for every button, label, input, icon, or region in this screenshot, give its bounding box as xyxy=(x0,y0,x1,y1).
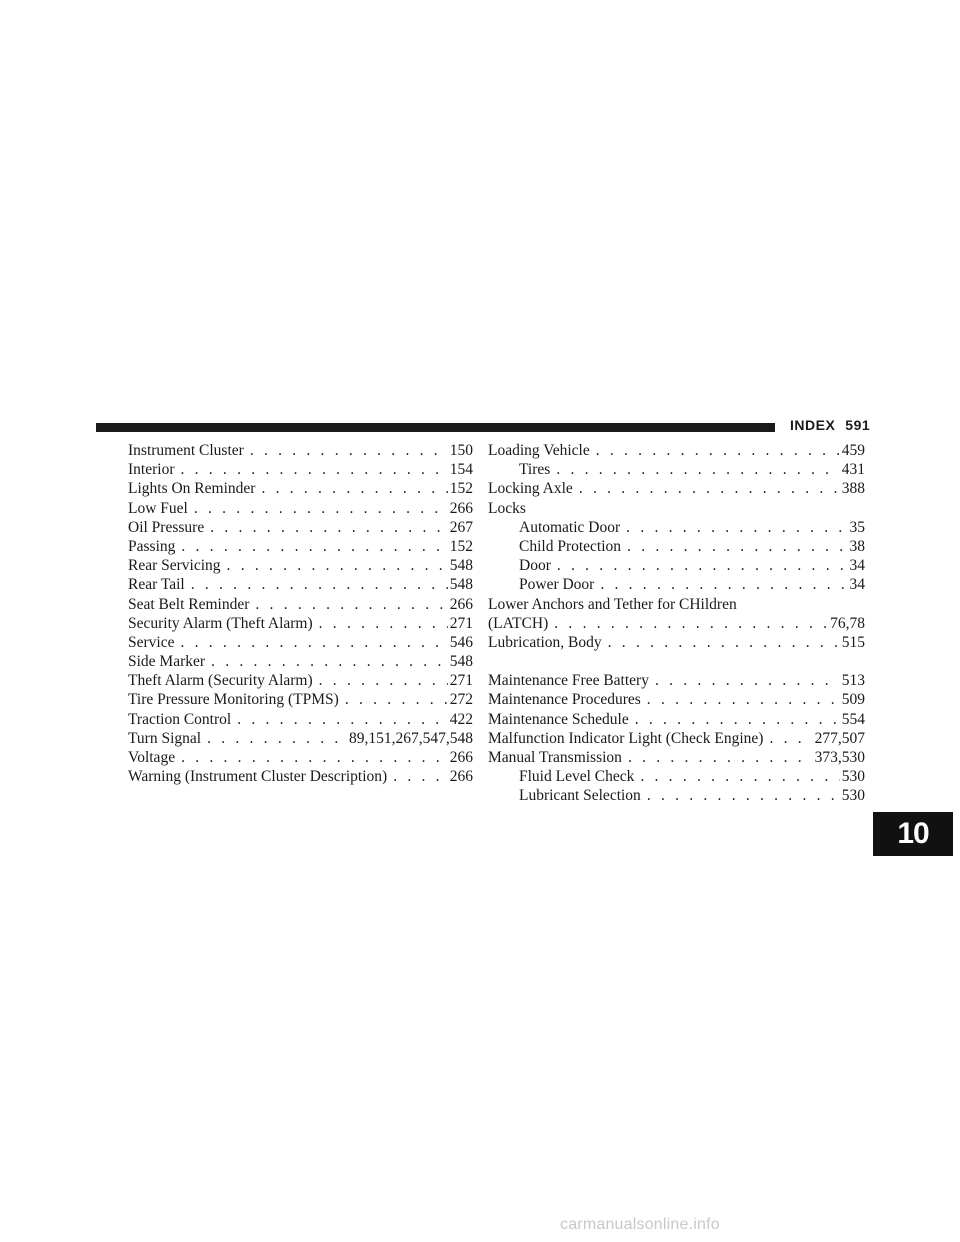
index-subentry: Tires . . . 431 xyxy=(488,460,865,479)
header-page-number: 591 xyxy=(845,417,871,433)
index-entry: Voltage . . . 266 xyxy=(128,748,473,767)
index-subentry: Fluid Level Check . . . 530 xyxy=(488,767,865,786)
index-entry: Turn Signal . . . 89,151,267,547,548 xyxy=(128,729,473,748)
index-entry: Rear Servicing . . . 548 xyxy=(128,556,473,575)
watermark: carmanualsonline.info xyxy=(560,1216,720,1233)
index-spacer xyxy=(488,652,865,671)
index-subentry: Automatic Door . . . 35 xyxy=(488,518,865,537)
index-column-right xyxy=(488,441,865,806)
index-entry: Warning (Instrument Cluster Description) . . . 266 xyxy=(128,767,473,786)
index-entry: Passing . . . 152 xyxy=(128,537,473,556)
index-entry: Lubrication, Body . . . 515 xyxy=(488,633,865,652)
index-entry: Security Alarm (Theft Alarm) . . . 271 xyxy=(128,614,473,633)
index-entry: Low Fuel . . . 266 xyxy=(128,499,473,518)
index-entry: Malfunction Indicator Light (Check Engine) . . . 277,507 xyxy=(488,729,865,748)
header-section: INDEX xyxy=(790,417,836,433)
index-subentry: Power Door . . . 34 xyxy=(488,575,865,594)
index-entry: Oil Pressure . . . 267 xyxy=(128,518,473,537)
index-entry: Maintenance Free Battery . . . 513 xyxy=(488,671,865,690)
index-entry: Interior . . . 154 xyxy=(128,460,473,479)
index-entry: Rear Tail . . . 548 xyxy=(128,575,473,594)
index-subentry: Lubricant Selection . . . 530 xyxy=(488,786,865,805)
index-subentry: Door . . . 34 xyxy=(488,556,865,575)
index-entry: Theft Alarm (Security Alarm) . . . 271 xyxy=(128,671,473,690)
index-entry: Side Marker . . . 548 xyxy=(128,652,473,671)
index-entry: Loading Vehicle . . . 459 xyxy=(488,441,865,460)
running-header xyxy=(790,417,870,433)
index-column-left xyxy=(128,441,473,786)
index-entry: Maintenance Schedule . . . 554 xyxy=(488,710,865,729)
index-entry: (LATCH) . . . 76,78 xyxy=(488,614,865,633)
index-entry: Service . . . 546 xyxy=(128,633,473,652)
chapter-tab: 10 xyxy=(873,812,953,856)
index-entry: Manual Transmission . . . 373,530 xyxy=(488,748,865,767)
index-entry: Seat Belt Reminder . . . 266 xyxy=(128,595,473,614)
index-entry: Tire Pressure Monitoring (TPMS) . . . 272 xyxy=(128,690,473,709)
index-entry: Lights On Reminder . . . 152 xyxy=(128,479,473,498)
index-heading: Locks xyxy=(488,499,526,517)
index-heading: Lower Anchors and Tether for CHildren xyxy=(488,595,737,613)
index-entry: Traction Control . . . 422 xyxy=(128,710,473,729)
index-entry: Instrument Cluster . . . 150 xyxy=(128,441,473,460)
index-entry: Locking Axle . . . 388 xyxy=(488,479,865,498)
index-entry: Maintenance Procedures . . . 509 xyxy=(488,690,865,709)
index-subentry: Child Protection . . . 38 xyxy=(488,537,865,556)
header-rule xyxy=(96,423,775,432)
